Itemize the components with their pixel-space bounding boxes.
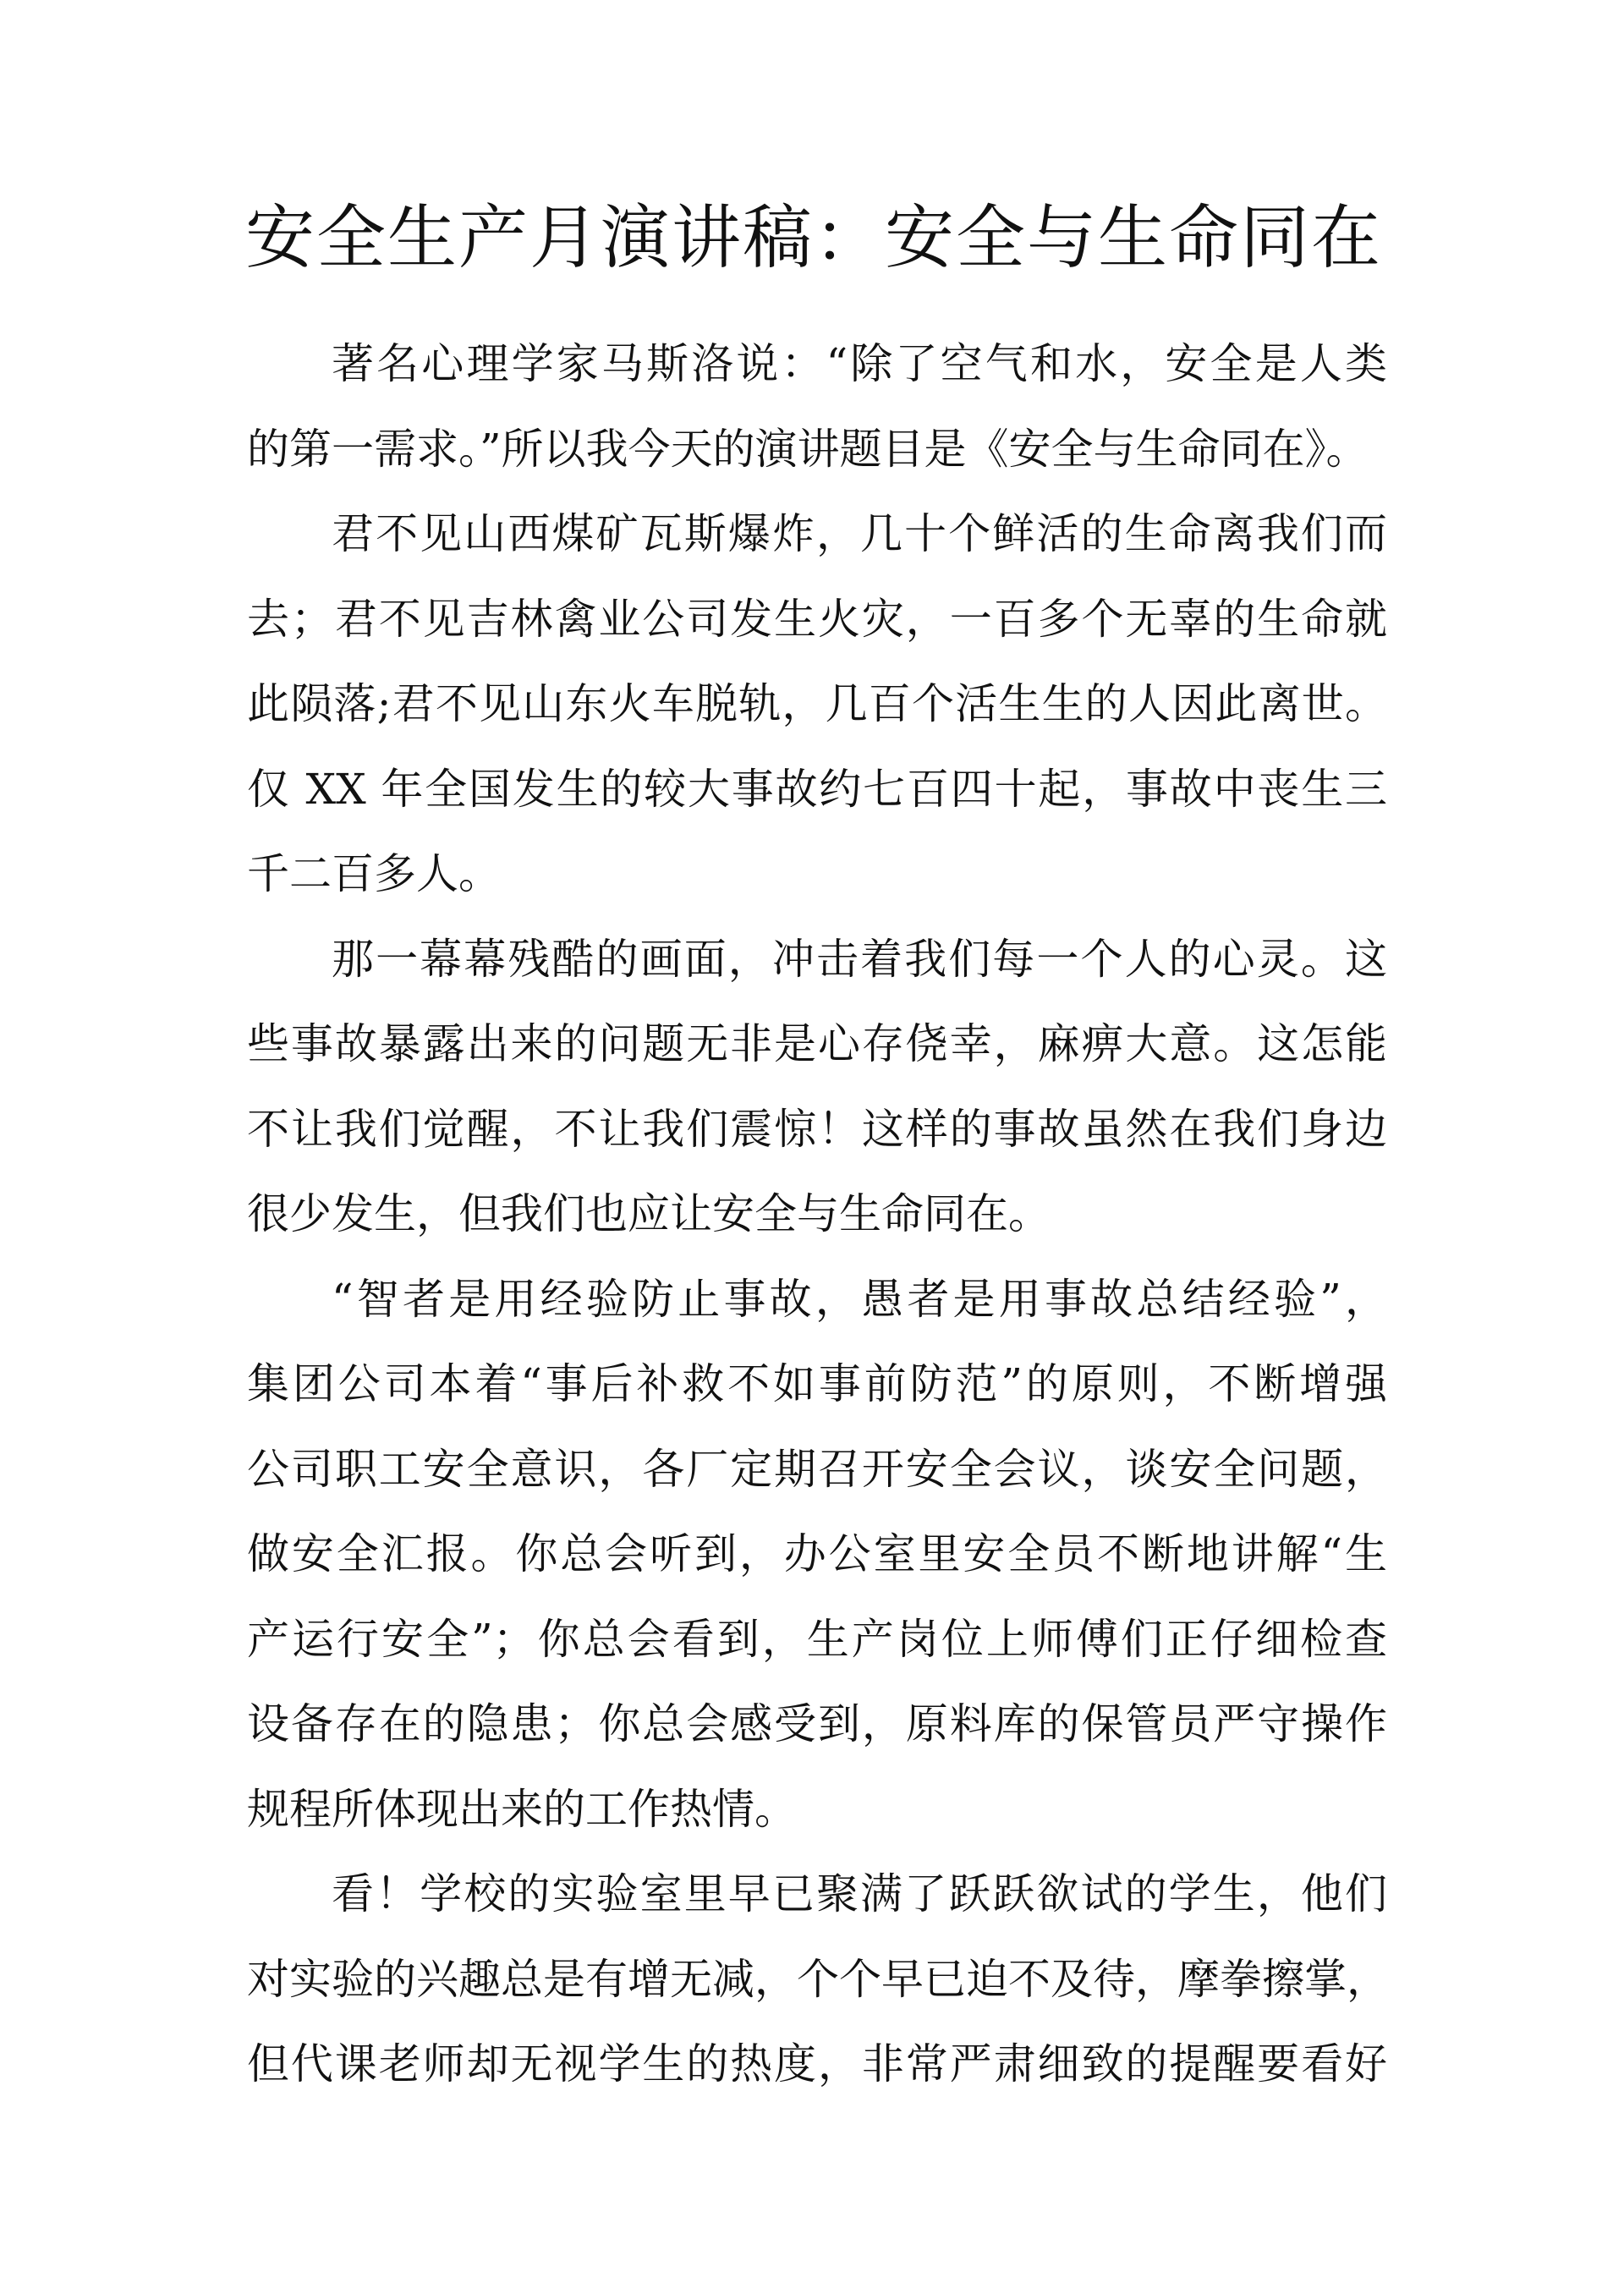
paragraph-5-line-2: 对实验的兴趣总是有增无减，个个早已迫不及待，摩拳擦掌， bbox=[247, 1954, 1389, 2004]
document-body bbox=[247, 321, 1387, 2107]
paragraph-3-line-3: 不让我们觉醒，不让我们震惊！这样的事故虽然在我们身边 bbox=[247, 1104, 1387, 1154]
paragraph-2-line-1: 君不见山西煤矿瓦斯爆炸，几十个鲜活的生命离我们而 bbox=[332, 509, 1387, 558]
paragraph-2-line-4: 仅 XX 年全国发生的较大事故约七百四十起，事故中丧生三 bbox=[247, 764, 1387, 814]
paragraph-1-line-1: 著名心理学家马斯洛说：“除了空气和水，安全是人类 bbox=[332, 339, 1387, 388]
document-title: 安全生产月演讲稿：安全与生命同在 bbox=[245, 198, 1383, 278]
paragraph-2-line-3: 此陨落;君不见山东火车脱轨，几百个活生生的人因此离世。 bbox=[247, 679, 1387, 728]
paragraph-3-line-2: 些事故暴露出来的问题无非是心存侥幸，麻痹大意。这怎能 bbox=[247, 1019, 1387, 1068]
paragraph-2-line-5: 千二百多人。 bbox=[247, 849, 501, 898]
paragraph-5-line-1: 看！学校的实验室里早已聚满了跃跃欲试的学生，他们 bbox=[332, 1869, 1387, 1918]
paragraph-5-line-3: 但代课老师却无视学生的热度，非常严肃细致的提醒要看好 bbox=[247, 2039, 1387, 2088]
paragraph-1-line-2: 的第一需求。”所以我今天的演讲题目是《安全与生命同在》。 bbox=[247, 424, 1369, 474]
paragraph-4-line-1: “智者是用经验防止事故，愚者是用事故总结经验”， bbox=[332, 1274, 1387, 1324]
paragraph-2-line-2: 去；君不见吉林禽业公司发生火灾，一百多个无辜的生命就 bbox=[247, 594, 1387, 644]
paragraph-4-line-6: 设备存在的隐患；你总会感受到，原料库的保管员严守操作 bbox=[247, 1699, 1387, 1748]
paragraph-3-line-4: 很少发生，但我们也应让安全与生命同在。 bbox=[247, 1189, 1051, 1238]
paragraph-3-line-1: 那一幕幕残酷的画面，冲击着我们每一个人的心灵。这 bbox=[332, 934, 1387, 984]
paragraph-4-line-7: 规程所体现出来的工作热情。 bbox=[247, 1784, 797, 1834]
paragraph-4-line-2: 集团公司本着“事后补救不如事前防范”的原则，不断增强 bbox=[247, 1359, 1387, 1408]
paragraph-4-line-3: 公司职工安全意识，各厂定期召开安全会议，谈安全问题， bbox=[247, 1444, 1387, 1494]
paragraph-4-line-4: 做安全汇报。你总会听到，办公室里安全员不断地讲解“生 bbox=[247, 1529, 1387, 1578]
paragraph-4-line-5: 产运行安全”；你总会看到，生产岗位上师傅们正仔细检查 bbox=[247, 1614, 1387, 1664]
